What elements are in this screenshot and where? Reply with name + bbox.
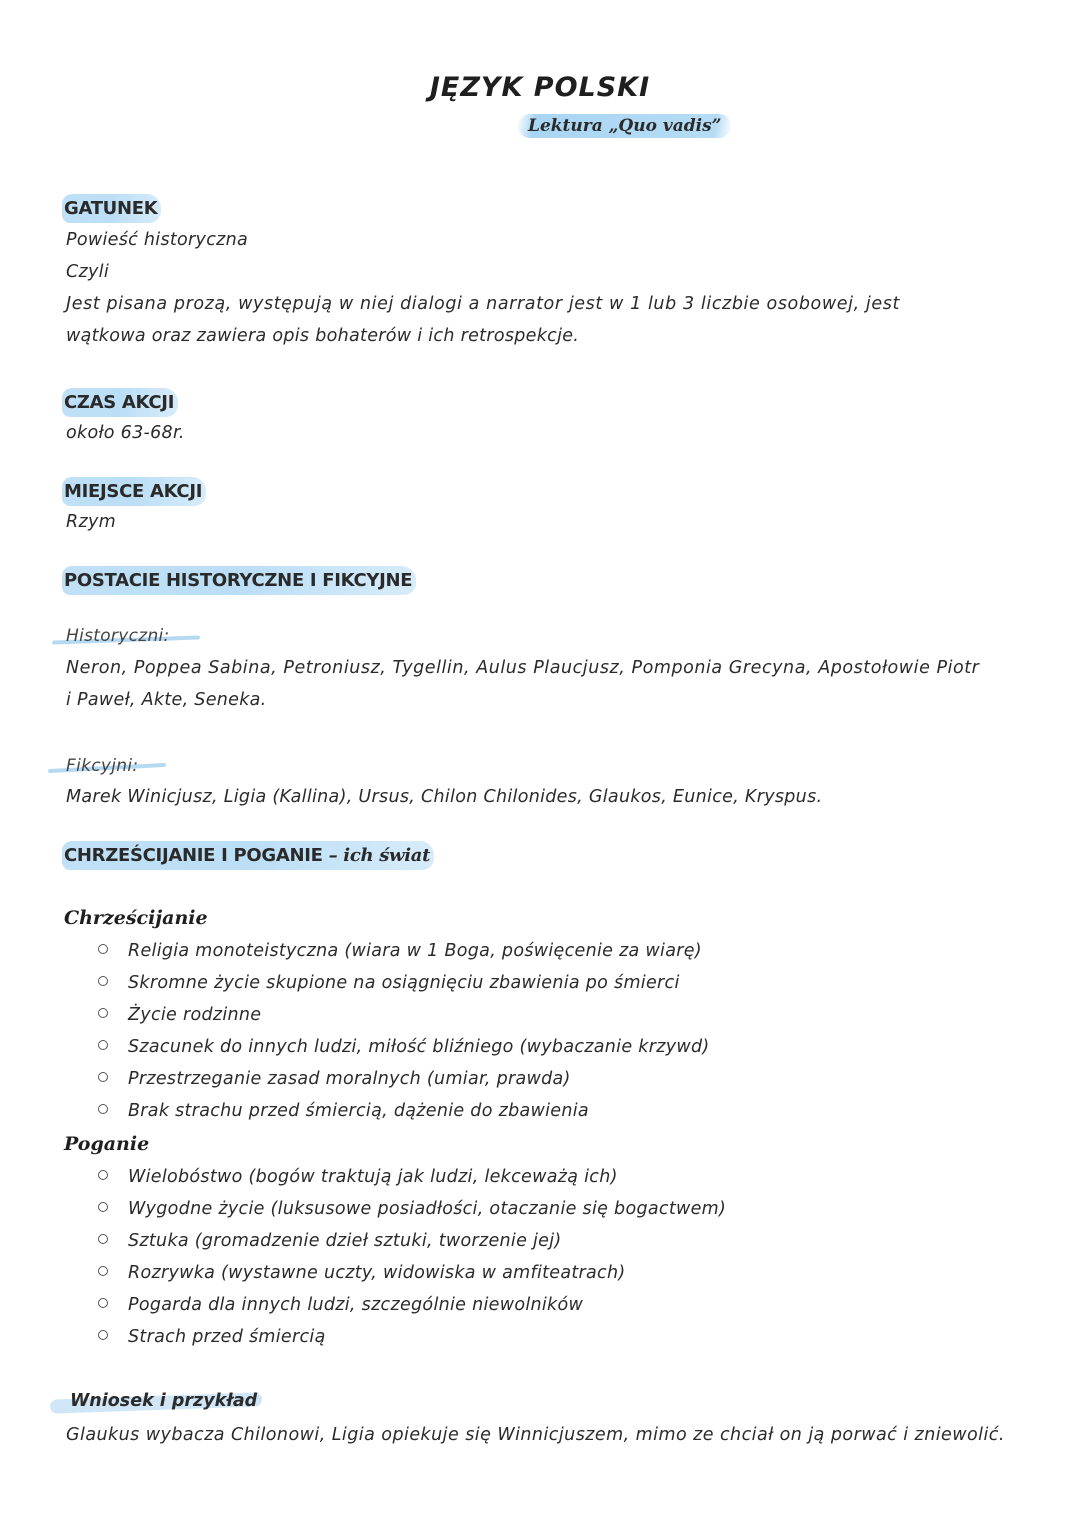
historyczni-label: Historyczni:: [66, 626, 170, 646]
bullet-circle-icon: [98, 1330, 108, 1340]
gatunek-line: Czyli: [66, 262, 109, 282]
bullet-circle-icon: [98, 1202, 108, 1212]
bullet-circle-icon: [98, 1298, 108, 1308]
gatunek-line: Powieść historyczna: [66, 230, 249, 250]
bullet-circle-icon: [98, 1040, 108, 1050]
historyczni-line: Neron, Poppea Sabina, Petroniusz, Tygellin, Aulus Plaucjusz, Pomponia Grecyna, Apostołowie Piotr: [66, 658, 980, 678]
fikcyjni-text: Marek Winicjusz, Ligia (Kallina), Ursus, Chilon Chilonides, Glaukos, Eunice, Kryspus.: [66, 787, 823, 807]
page-title: JĘZYK POLSKI: [429, 72, 651, 103]
page-subtitle: Lektura „Quo vadis”: [518, 114, 731, 138]
list-item: Sztuka (gromadzenie dzieł sztuki, tworzenie jej): [98, 1231, 562, 1251]
heading-miejsce-akcji: MIEJSCE AKCJI: [62, 477, 206, 506]
gatunek-line: Jest pisana prozą, występują w niej dialogi a narrator jest w 1 lub 3 liczbie osobowej, jest: [66, 294, 900, 314]
bullet-circle-icon: [98, 1170, 108, 1180]
wniosek-text: Glaukus wybacza Chilonowi, Ligia opiekuje się Winnicjuszem, mimo ze chciał on ją porwać i zniewolić.: [66, 1425, 1005, 1445]
bullet-circle-icon: [98, 976, 108, 986]
list-item: Rozrywka (wystawne uczty, widowiska w amfiteatrach): [98, 1263, 626, 1283]
list-item: Religia monoteistyczna (wiara w 1 Boga, poświęcenie za wiarę): [98, 941, 702, 961]
heading-swiat-main: CHRZEŚCIJANIE I POGANIE: [64, 845, 323, 866]
heading-swiat: [62, 841, 434, 870]
poganie-label: Poganie: [64, 1133, 150, 1155]
fikcyjni-label: Fikcyjni:: [66, 756, 139, 776]
list-item: Skromne życie skupione na osiągnięciu zbawienia po śmierci: [98, 973, 680, 993]
chrzescijanie-label: Chrześcijanie: [64, 907, 208, 929]
heading-swiat-tail: – ich świat: [328, 845, 431, 866]
list-item: Przestrzeganie zasad moralnych (umiar, prawda): [98, 1069, 571, 1089]
czas-akcji-text: około 63-68r.: [66, 423, 185, 443]
heading-czas-akcji: CZAS AKCJI: [62, 388, 178, 417]
list-item: Brak strachu przed śmiercią, dążenie do zbawienia: [98, 1101, 589, 1121]
heading-gatunek: GATUNEK: [62, 194, 161, 223]
heading-postacie: POSTACIE HISTORYCZNE I FIKCYJNE: [62, 566, 416, 595]
bullet-circle-icon: [98, 1266, 108, 1276]
list-item: Pogarda dla innych ludzi, szczególnie niewolników: [98, 1295, 583, 1315]
list-item: Strach przed śmiercią: [98, 1327, 326, 1347]
list-item: Wielobóstwo (bogów traktują jak ludzi, lekceważą ich): [98, 1167, 618, 1187]
gatunek-line: wątkowa oraz zawiera opis bohaterów i ich retrospekcje.: [66, 326, 580, 346]
miejsce-akcji-text: Rzym: [66, 512, 116, 532]
bullet-circle-icon: [98, 944, 108, 954]
bullet-circle-icon: [98, 1104, 108, 1114]
historyczni-line: i Paweł, Akte, Seneka.: [66, 690, 267, 710]
bullet-circle-icon: [98, 1072, 108, 1082]
bullet-circle-icon: [98, 1234, 108, 1244]
wniosek-heading: Wniosek i przykład: [70, 1391, 258, 1411]
list-item: Szacunek do innych ludzi, miłość bliźniego (wybaczanie krzywd): [98, 1037, 710, 1057]
list-item: Życie rodzinne: [98, 1005, 261, 1025]
list-item: Wygodne życie (luksusowe posiadłości, otaczanie się bogactwem): [98, 1199, 726, 1219]
bullet-circle-icon: [98, 1008, 108, 1018]
